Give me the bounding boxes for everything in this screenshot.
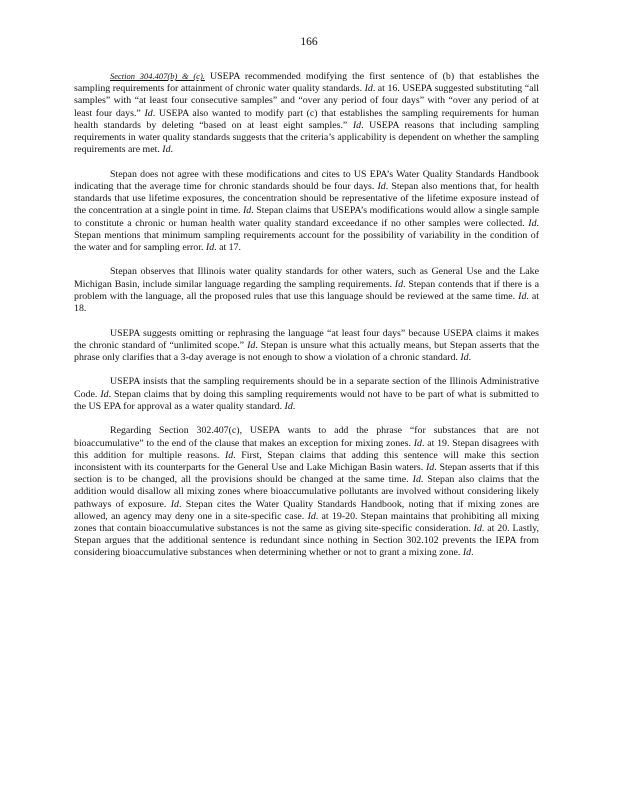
citation-id: Id: [528, 217, 537, 229]
citation-id: Id: [394, 278, 404, 290]
paragraph-text: . Stepan is unsure what this actually means, but Stepan asserts that the phrase only clarifies that a 3-day average is not enough to show a violation of a chronic standard.: [74, 339, 539, 363]
paragraph-text: USEPA suggests omitting or rephrasing the language “at least four days” because USEPA claims it makes the chronic standard of “unlimited scope.”: [74, 327, 539, 351]
citation-id: Id: [426, 461, 435, 473]
paragraph: [74, 425, 539, 559]
citation-id: Id: [144, 107, 153, 119]
citation-id: Id: [247, 339, 256, 351]
paragraph-text: . Stepan also mentions that, for health standards that use lifetime exposures, the concentration should be representative of the lifetime exposure instead of the concentration at a single point in time.: [74, 180, 539, 217]
citation-id: Id: [170, 498, 179, 510]
paragraph-text: .: [292, 400, 296, 412]
paragraph-text: . First, Stepan claims that adding this sentence will make this section inconsistent with its counterparts for the General Use and Lake Michigan Basin waters.: [74, 449, 539, 473]
paragraph-text: . at 17.: [214, 241, 242, 253]
paragraph: [74, 328, 539, 365]
paragraph: [74, 70, 539, 156]
paragraph-text: . at 16. USEPA suggested substituting “all samples” with “at least four consecutive samples” and “over any period of four days” with “over any period of at least four days.”: [74, 83, 539, 119]
paragraph-text: . USEPA reasons that including sampling requirements in water quality standards suggests that the criteria’s applicability is dependent on whether the sampling requirements are met.: [74, 119, 539, 156]
citation-id: Id: [162, 144, 171, 156]
paragraph-text: . Stepan cites the Water Quality Standards Handbook, noting that if mixing zones are allowed, an agency may deny one in a site-specific case.: [74, 498, 539, 522]
paragraph-text: Stepan does not agree with these modifications and cites to US EPA’s Water Quality Standards Handbook indicating that the average time for chronic standards should be four days.: [74, 168, 539, 192]
paragraph-text: . Stepan asserts that if this section is to be changed, all the provisions should be changed at the same time.: [74, 461, 539, 486]
citation-id: Id: [352, 119, 362, 131]
citation-id: Id: [462, 547, 472, 559]
page-number: 166: [300, 36, 318, 48]
citation-id: Id: [364, 83, 373, 95]
document-body: [74, 70, 539, 572]
paragraph: [74, 169, 539, 254]
paragraph-text: . Stepan mentions that minimum sampling requirements account for the possibility of variability in the condition of the water and for sampling error.: [74, 217, 539, 253]
citation-id: Id: [205, 241, 215, 253]
paragraph-text: . Stepan claims that by doing this sampling requirements would not have to be part of what is submitted to the US EPA for approval as a water quality standard.: [74, 388, 539, 412]
citation-id: Id: [460, 351, 469, 363]
paragraph-text: Regarding Section 302.407(c), USEPA wants to add the phrase “for substances that are not bioaccumulative” to the end of the clause that makes an exception for mixing zones.: [74, 425, 539, 449]
paragraph-text: Stepan observes that Illinois water quality standards for other waters, such as General Use and the Lake Michigan Basin, include similar language regarding the sampling requirements.: [74, 266, 539, 290]
citation-id: Id: [243, 205, 252, 217]
paragraph-text: . at 19. Stepan disagrees with this addition for multiple reasons.: [74, 437, 539, 461]
citation-id: Id: [377, 180, 386, 192]
paragraph-text: .: [471, 547, 474, 559]
citation-id: Id: [284, 400, 293, 412]
paragraph: [74, 266, 539, 315]
paragraph-text: . USEPA also wanted to modify part (c) that establishes the sampling requirements for human health standards by deleting “based on at least eight samples.”: [74, 107, 539, 131]
citation-id: Id: [307, 510, 316, 522]
citation-id: Id: [100, 388, 109, 400]
paragraph-text: . at 18.: [74, 290, 539, 315]
paragraph-text: .: [170, 144, 173, 156]
paragraph-text: . at 20. Lastly, Stepan argues that the additional sentence is redundant since nothing in Section 302.102 prevents the IEPA from considering bioaccumulative substances when determining whether or not to grant a mixing zone.: [74, 522, 539, 559]
paragraph-text: USEPA insists that the sampling requirements should be in a separate section of the Illinois Administrative Code.: [74, 376, 539, 400]
paragraph-text: . Stepan also claims that the addition would disallow all mixing zones where bioaccumulative pollutants are involved without considering likely pathways of exposure.: [74, 474, 539, 510]
paragraph-text: . at 19-20. Stepan maintains that prohibiting all mixing zones that contain bioaccumulative substances is not the same as giving site-specific consideration.: [74, 510, 540, 534]
citation-id: Id: [413, 437, 422, 449]
paragraph-text: USEPA recommended modifying the first sentence of (b) that establishes the sampling requirements for attainment of chronic water quality standards.: [74, 71, 539, 95]
paragraph-text: . Stepan contends that if there is a problem with the language, all the proposed rules that use this language should be reviewed at the same time.: [74, 278, 539, 302]
section-heading: Section 304.407(b) & (c).: [110, 71, 205, 81]
citation-id: Id: [412, 474, 421, 486]
paragraph-text: .: [468, 351, 472, 363]
paragraph-text: . Stepan claims that USEPA’s modifications would allow a single sample to constitute a chronic or human health water quality standard exceedance if no other samples were collected.: [74, 205, 540, 229]
citation-id: Id: [224, 449, 234, 461]
paragraph: [74, 376, 539, 413]
citation-id: Id: [473, 522, 482, 534]
citation-id: Id: [518, 290, 527, 302]
